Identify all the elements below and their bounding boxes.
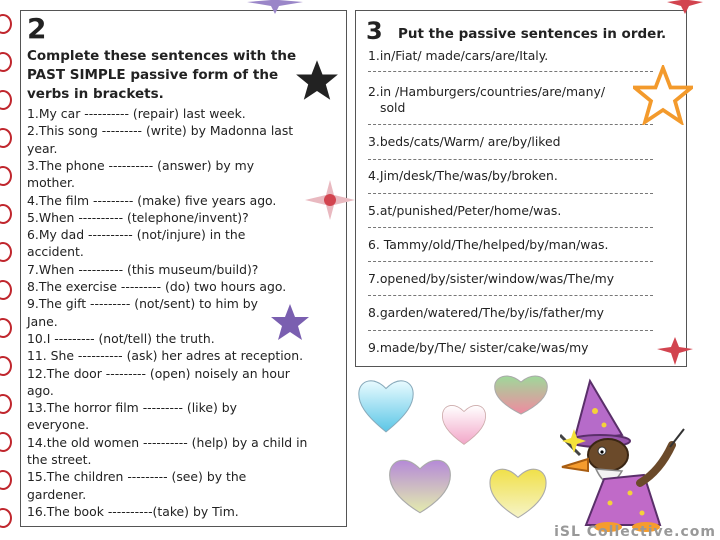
sentence-line: 5.When ---------- (telephone/invent)? xyxy=(27,209,249,225)
sentence-line: 7.When ---------- (this museum/build)? xyxy=(27,261,259,277)
sentence-line: 14.the old women ---------- (help) by a child in xyxy=(27,434,308,450)
instruction-line: verbs in brackets. xyxy=(27,86,164,102)
sentence-line: 16.The book ----------(take) by Tim. xyxy=(27,503,239,519)
answer-line xyxy=(368,330,653,331)
violet-heart-icon xyxy=(384,455,456,515)
binder-ring xyxy=(0,280,12,300)
jumbled-sentence: 6. Tammy/old/The/helped/by/man/was. xyxy=(368,237,609,252)
yellow-heart-icon xyxy=(486,462,550,520)
sentence-line: everyone. xyxy=(27,417,90,433)
answer-line xyxy=(368,227,653,228)
black-star-icon xyxy=(295,58,339,102)
corner-star-icon xyxy=(665,0,705,14)
binder-ring xyxy=(0,166,12,186)
sentence-line: 2.This song --------- (write) by Madonna last xyxy=(27,123,294,139)
sentence-line: Jane. xyxy=(27,313,58,329)
answer-line xyxy=(368,261,653,262)
sentence-line: gardener. xyxy=(27,486,87,502)
exercise-2-number: 2 xyxy=(27,12,47,45)
sentence-line: 10.I --------- (not/tell) the truth. xyxy=(27,330,215,346)
jumbled-sentence: sold xyxy=(380,100,406,115)
exercise-3-panel xyxy=(355,10,687,367)
answer-line xyxy=(368,295,653,296)
binder-ring xyxy=(0,356,12,376)
sentence-line: the street. xyxy=(27,452,92,467)
jumbled-sentence: 9.made/by/The/ sister/cake/was/my xyxy=(368,340,589,355)
jumbled-sentence: 7.opened/by/sister/window/was/The/my xyxy=(368,271,615,286)
sentence-line: accident. xyxy=(27,244,84,260)
binder-rings xyxy=(0,0,14,540)
instruction-line: PAST SIMPLE passive form of the xyxy=(27,67,279,83)
binder-ring xyxy=(0,432,12,452)
purple-star-icon xyxy=(270,302,310,342)
sentence-line: 9.The gift --------- (not/sent) to him by xyxy=(27,296,258,312)
binder-ring xyxy=(0,508,12,528)
sentence-line: 12.The door --------- (open) noisely an hour xyxy=(27,365,290,381)
exercise-3-instruction: Put the passive sentences in order. xyxy=(398,26,667,42)
binder-ring xyxy=(0,128,12,148)
sentence-line: 4.The film --------- (make) five years ago. xyxy=(27,192,277,208)
sentence-line: 11. She ---------- (ask) her adres at reception. xyxy=(27,348,304,364)
top-sparkle-icon xyxy=(245,0,305,14)
jumbled-sentence: 1.in/Fiat/ made/cars/are/Italy. xyxy=(368,48,549,63)
orange-star-icon xyxy=(633,65,693,125)
sentence-line: mother. xyxy=(27,175,75,191)
wizard-duck-illustration xyxy=(560,375,700,535)
binder-ring xyxy=(0,52,12,72)
binder-ring xyxy=(0,318,12,338)
binder-ring xyxy=(0,242,12,262)
answer-line xyxy=(368,124,653,125)
sentence-line: 6.My dad ---------- (not/injure) in the xyxy=(27,227,246,243)
binder-ring xyxy=(0,90,12,110)
jumbled-sentence: 3.beds/cats/Warm/ are/by/liked xyxy=(368,134,561,149)
jumbled-sentence: 2.in /Hamburgers/countries/are/many/ xyxy=(368,84,606,99)
sentence-line: 8.The exercise --------- (do) two hours ago. xyxy=(27,279,287,294)
binder-ring xyxy=(0,14,12,34)
binder-ring xyxy=(0,394,12,414)
sentence-line: year. xyxy=(27,140,58,156)
jumbled-sentence: 8.garden/watered/The/by/is/father/my xyxy=(368,305,604,320)
red-sparkle-icon xyxy=(300,175,360,225)
pink-heart-icon xyxy=(438,400,490,446)
sentence-line: 1.My car ---------- (repair) last week. xyxy=(27,106,246,121)
answer-line xyxy=(368,193,653,194)
answer-line xyxy=(368,71,653,72)
instruction-line: Complete these sentences with the xyxy=(27,48,297,64)
cyan-heart-icon xyxy=(355,374,417,436)
small-red-star-icon xyxy=(655,335,695,367)
sentence-line: 13.The horror film --------- (like) by xyxy=(27,400,237,416)
sentence-line: ago. xyxy=(27,382,54,398)
exercise-3-number: 3 xyxy=(366,17,383,45)
watermark-text: iSL Collective.com xyxy=(554,524,716,540)
sentence-line: 15.The children --------- (see) by the xyxy=(27,469,247,485)
sentence-line: 3.The phone ---------- (answer) by my xyxy=(27,157,255,173)
green-pink-heart-icon xyxy=(490,372,552,416)
binder-ring xyxy=(0,204,12,224)
jumbled-sentence: 4.Jim/desk/The/was/by/broken. xyxy=(368,168,558,183)
binder-ring xyxy=(0,470,12,490)
answer-line xyxy=(368,159,653,160)
jumbled-sentence: 5.at/punished/Peter/home/was. xyxy=(368,203,562,218)
